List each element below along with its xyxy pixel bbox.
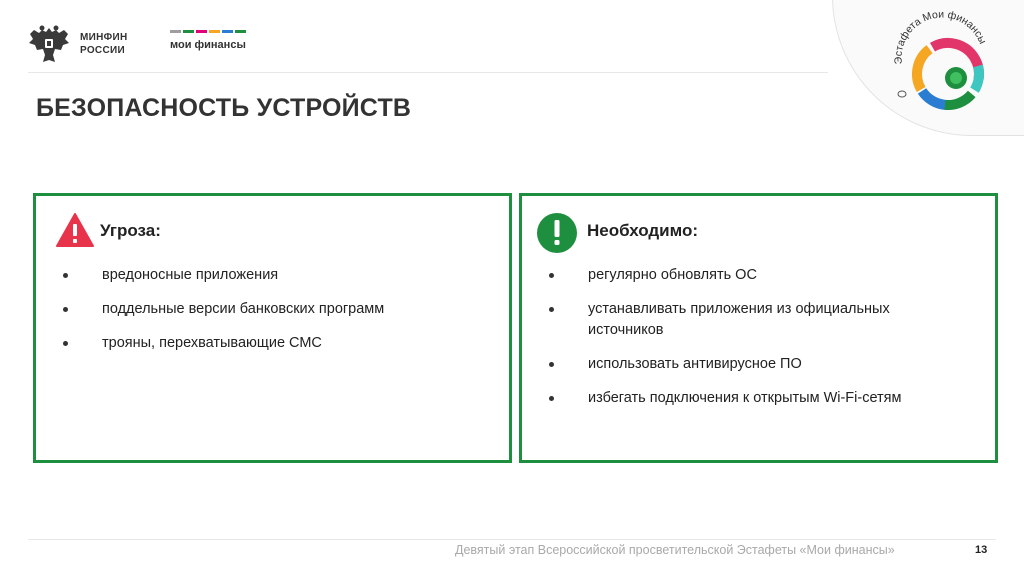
page-title: БЕЗОПАСНОСТЬ УСТРОЙСТВ (36, 94, 412, 122)
relay-logo (880, 6, 1000, 116)
requirements-list (547, 265, 967, 422)
warning-triangle-icon (55, 212, 95, 248)
list-item-text: регулярно обновлять ОС (588, 267, 757, 283)
requirements-panel (519, 193, 998, 463)
list-item-text: трояны, перехватывающие СМС (102, 335, 322, 351)
moi-finansy-logo (170, 30, 246, 51)
list-item-text: поддельные версии банковских программ (102, 301, 385, 317)
bullet-dot-icon (549, 273, 554, 278)
footer-caption: Девятый этап Всероссийской просветительской Эстафеты «Мои финансы» (455, 543, 895, 557)
double-headed-eagle-icon (26, 22, 72, 66)
list-item (547, 265, 967, 286)
list-item (61, 265, 461, 286)
color-strip-segment (170, 30, 181, 33)
project-name: мои финансы (170, 39, 246, 51)
ministry-name-line1: МИНФИН (80, 32, 128, 43)
list-item-text: устанавливать приложения из официальных источников (588, 301, 890, 338)
requirements-heading: Необходимо: (587, 221, 699, 240)
list-item (547, 388, 967, 409)
minfin-logo (26, 22, 127, 66)
bullet-dot-icon (63, 307, 68, 312)
list-item-text: использовать антивирусное ПО (588, 356, 802, 372)
list-item (547, 299, 967, 341)
relay-logo-text: Эстафета Мои финансы (892, 8, 989, 65)
color-strip-segment (183, 30, 194, 33)
threat-heading: Угроза: (100, 221, 161, 240)
bullet-dot-icon (63, 341, 68, 346)
header-divider (28, 72, 828, 73)
bullet-dot-icon (549, 396, 554, 401)
exclamation-circle-icon (536, 212, 578, 254)
threat-list (61, 265, 461, 367)
color-strip-segment (196, 30, 207, 33)
color-strip (170, 30, 246, 33)
list-item-text: вредоносные приложения (102, 267, 279, 283)
color-strip-segment (209, 30, 220, 33)
threat-panel (33, 193, 512, 463)
list-item (547, 354, 967, 375)
list-item (61, 333, 461, 354)
list-item-text: избегать подключения к открытым Wi-Fi-сетям (588, 390, 902, 406)
color-strip-segment (222, 30, 233, 33)
color-strip-segment (235, 30, 246, 33)
page-number: 13 (975, 544, 988, 556)
footer-divider (28, 539, 996, 540)
list-item (61, 299, 461, 320)
bullet-dot-icon (63, 273, 68, 278)
ministry-name-line2: РОССИИ (80, 45, 125, 56)
bullet-dot-icon (549, 307, 554, 312)
bullet-dot-icon (549, 362, 554, 367)
